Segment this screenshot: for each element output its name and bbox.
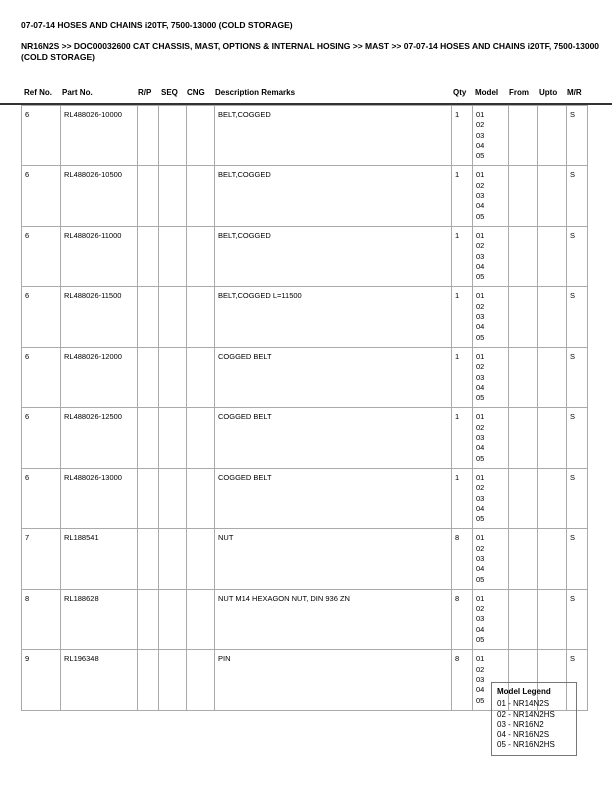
mr-cell: S bbox=[567, 529, 588, 589]
model-code: 04 bbox=[476, 503, 485, 513]
table-row bbox=[22, 106, 588, 166]
qty-cell: 1 bbox=[452, 287, 473, 347]
model-code: 02 bbox=[476, 422, 485, 432]
seq-cell bbox=[159, 529, 187, 589]
model-cell bbox=[473, 529, 509, 589]
seq-cell bbox=[159, 106, 187, 166]
model-code: 02 bbox=[476, 120, 485, 130]
col-qty: Qty bbox=[453, 88, 467, 97]
from-cell bbox=[509, 106, 538, 166]
model-code: 01 bbox=[476, 110, 485, 119]
model-cell bbox=[473, 589, 509, 649]
model-cell bbox=[473, 287, 509, 347]
part-cell: RL488026-12000 bbox=[61, 347, 138, 407]
model-code: 03 bbox=[476, 191, 485, 201]
mr-cell: S bbox=[567, 650, 588, 710]
legend-item: 02 - NR14N2HS bbox=[497, 709, 555, 719]
cng-cell bbox=[187, 347, 215, 407]
desc-cell: COGGED BELT bbox=[215, 347, 452, 407]
model-code: 04 bbox=[476, 443, 485, 453]
qty-cell: 1 bbox=[452, 347, 473, 407]
table-row bbox=[22, 408, 588, 468]
model-code: 01 bbox=[476, 351, 485, 361]
part-cell: RL488026-10000 bbox=[61, 106, 138, 166]
model-code: 04 bbox=[476, 322, 485, 332]
mr-cell: S bbox=[567, 468, 588, 528]
model-cell bbox=[473, 226, 509, 286]
ref-cell: 6 bbox=[22, 287, 61, 347]
model-cell bbox=[473, 347, 509, 407]
model-code: 03 bbox=[476, 553, 485, 563]
table-row bbox=[22, 529, 588, 589]
legend-item: 05 - NR16N2HS bbox=[497, 740, 555, 750]
model-code: 03 bbox=[476, 614, 485, 624]
legend-item: 03 - NR16N2 bbox=[497, 719, 544, 729]
model-code: 05 bbox=[476, 695, 485, 705]
table-row bbox=[22, 468, 588, 528]
model-code: 03 bbox=[476, 372, 485, 382]
table-row bbox=[22, 166, 588, 226]
part-cell: RL196348 bbox=[61, 650, 138, 710]
ref-cell: 7 bbox=[22, 529, 61, 589]
parts-table bbox=[21, 105, 588, 711]
from-cell bbox=[509, 468, 538, 528]
col-cng: CNG bbox=[187, 88, 205, 97]
mr-cell: S bbox=[567, 287, 588, 347]
seq-cell bbox=[159, 347, 187, 407]
cng-cell bbox=[187, 408, 215, 468]
model-code: 02 bbox=[476, 664, 485, 674]
desc-cell: BELT,COGGED L=11500 bbox=[215, 287, 452, 347]
model-cell bbox=[473, 408, 509, 468]
from-cell bbox=[509, 347, 538, 407]
upto-cell bbox=[538, 166, 567, 226]
cng-cell bbox=[187, 226, 215, 286]
part-cell: RL488026-11000 bbox=[61, 226, 138, 286]
qty-cell: 8 bbox=[452, 529, 473, 589]
seq-cell bbox=[159, 589, 187, 649]
upto-cell bbox=[538, 347, 567, 407]
ref-cell: 6 bbox=[22, 226, 61, 286]
qty-cell: 1 bbox=[452, 106, 473, 166]
qty-cell: 1 bbox=[452, 408, 473, 468]
model-code: 04 bbox=[476, 261, 485, 271]
rp-cell bbox=[138, 468, 159, 528]
model-code: 01 bbox=[476, 412, 485, 422]
rp-cell bbox=[138, 408, 159, 468]
qty-cell: 1 bbox=[452, 468, 473, 528]
cng-cell bbox=[187, 529, 215, 589]
table-row bbox=[22, 287, 588, 347]
ref-cell: 6 bbox=[22, 106, 61, 166]
rp-cell bbox=[138, 347, 159, 407]
col-rp: R/P bbox=[138, 88, 152, 97]
seq-cell bbox=[159, 226, 187, 286]
model-code: 02 bbox=[476, 180, 485, 190]
from-cell bbox=[509, 529, 538, 589]
col-upto: Upto bbox=[539, 88, 558, 97]
ref-cell: 6 bbox=[22, 408, 61, 468]
model-code: 04 bbox=[476, 624, 485, 634]
desc-cell: NUT M14 HEXAGON NUT, DIN 936 ZN bbox=[215, 589, 452, 649]
model-code: 02 bbox=[476, 241, 485, 251]
from-cell bbox=[509, 166, 538, 226]
cng-cell bbox=[187, 166, 215, 226]
rp-cell bbox=[138, 166, 159, 226]
rp-cell bbox=[138, 650, 159, 710]
mr-cell: S bbox=[567, 408, 588, 468]
from-cell bbox=[509, 589, 538, 649]
model-code: 02 bbox=[476, 301, 485, 311]
from-cell bbox=[509, 287, 538, 347]
model-code: 03 bbox=[476, 433, 485, 443]
model-code: 03 bbox=[476, 130, 485, 140]
model-code: 05 bbox=[476, 272, 485, 282]
upto-cell bbox=[538, 226, 567, 286]
cng-cell bbox=[187, 589, 215, 649]
desc-cell: COGGED BELT bbox=[215, 408, 452, 468]
legend-item: 01 - NR14N2S bbox=[497, 699, 550, 709]
model-code: 01 bbox=[476, 230, 485, 240]
model-code: 02 bbox=[476, 543, 485, 553]
model-cell bbox=[473, 166, 509, 226]
desc-cell: BELT,COGGED bbox=[215, 226, 452, 286]
seq-cell bbox=[159, 650, 187, 710]
legend-item: 04 - NR16N2S bbox=[497, 730, 550, 740]
seq-cell bbox=[159, 468, 187, 528]
seq-cell bbox=[159, 408, 187, 468]
page-title: 07-07-14 HOSES AND CHAINS i20TF, 7500-13000 (COLD STORAGE) bbox=[21, 20, 293, 30]
part-cell: RL488026-12500 bbox=[61, 408, 138, 468]
part-cell: RL488026-10500 bbox=[61, 166, 138, 226]
qty-cell: 1 bbox=[452, 166, 473, 226]
desc-cell: NUT bbox=[215, 529, 452, 589]
model-code: 01 bbox=[476, 593, 485, 603]
model-code: 05 bbox=[476, 574, 485, 584]
desc-cell: PIN bbox=[215, 650, 452, 710]
from-cell bbox=[509, 408, 538, 468]
mr-cell: S bbox=[567, 226, 588, 286]
rp-cell bbox=[138, 287, 159, 347]
model-code: 05 bbox=[476, 453, 485, 463]
part-cell: RL188628 bbox=[61, 589, 138, 649]
col-ref: Ref No. bbox=[24, 88, 52, 97]
cng-cell bbox=[187, 468, 215, 528]
seq-cell bbox=[159, 287, 187, 347]
upto-cell bbox=[538, 468, 567, 528]
col-from: From bbox=[509, 88, 529, 97]
qty-cell: 1 bbox=[452, 226, 473, 286]
model-code: 05 bbox=[476, 393, 485, 403]
model-legend bbox=[491, 682, 577, 756]
model-code: 01 bbox=[476, 291, 485, 301]
upto-cell bbox=[538, 589, 567, 649]
model-code: 04 bbox=[476, 140, 485, 150]
model-code: 05 bbox=[476, 514, 485, 524]
model-code: 04 bbox=[476, 201, 485, 211]
part-cell: RL188541 bbox=[61, 529, 138, 589]
model-code: 04 bbox=[476, 564, 485, 574]
upto-cell bbox=[538, 529, 567, 589]
model-code: 03 bbox=[476, 251, 485, 261]
cng-cell bbox=[187, 106, 215, 166]
model-code: 03 bbox=[476, 493, 485, 503]
model-code: 02 bbox=[476, 362, 485, 372]
table-row bbox=[22, 226, 588, 286]
ref-cell: 9 bbox=[22, 650, 61, 710]
col-model: Model bbox=[475, 88, 499, 97]
upto-cell bbox=[538, 408, 567, 468]
cng-cell bbox=[187, 287, 215, 347]
ref-cell: 6 bbox=[22, 347, 61, 407]
rp-cell bbox=[138, 529, 159, 589]
rp-cell bbox=[138, 589, 159, 649]
model-code: 01 bbox=[476, 472, 485, 482]
upto-cell bbox=[538, 106, 567, 166]
ref-cell: 6 bbox=[22, 468, 61, 528]
legend-title: Model Legend bbox=[497, 687, 551, 696]
col-part: Part No. bbox=[62, 88, 93, 97]
model-code: 03 bbox=[476, 312, 485, 322]
rp-cell bbox=[138, 226, 159, 286]
model-code: 05 bbox=[476, 635, 485, 645]
mr-cell: S bbox=[567, 166, 588, 226]
upto-cell bbox=[538, 287, 567, 347]
model-cell bbox=[473, 106, 509, 166]
mr-cell: S bbox=[567, 347, 588, 407]
table-row bbox=[22, 347, 588, 407]
model-code: 02 bbox=[476, 604, 485, 614]
model-code: 01 bbox=[476, 533, 485, 543]
model-code: 05 bbox=[476, 332, 485, 342]
qty-cell: 8 bbox=[452, 589, 473, 649]
model-code: 05 bbox=[476, 211, 485, 221]
model-code: 01 bbox=[476, 170, 485, 180]
part-cell: RL488026-11500 bbox=[61, 287, 138, 347]
desc-cell: BELT,COGGED bbox=[215, 106, 452, 166]
part-cell: RL488026-13000 bbox=[61, 468, 138, 528]
ref-cell: 6 bbox=[22, 166, 61, 226]
rp-cell bbox=[138, 106, 159, 166]
desc-cell: COGGED BELT bbox=[215, 468, 452, 528]
cng-cell bbox=[187, 650, 215, 710]
desc-cell: BELT,COGGED bbox=[215, 166, 452, 226]
from-cell bbox=[509, 226, 538, 286]
mr-cell: S bbox=[567, 589, 588, 649]
ref-cell: 8 bbox=[22, 589, 61, 649]
seq-cell bbox=[159, 166, 187, 226]
model-cell bbox=[473, 468, 509, 528]
col-desc: Description Remarks bbox=[215, 88, 296, 97]
col-seq: SEQ bbox=[161, 88, 178, 97]
table-row bbox=[22, 589, 588, 649]
breadcrumb: NR16N2S >> DOC00032600 CAT CHASSIS, MAST, OPTIONS & INTERNAL HOSING >> MAST >> 07-07-14 HOSES AND CHAINS i20TF, 7500-13000 (COLD STORAGE) bbox=[21, 41, 600, 62]
model-code: 02 bbox=[476, 483, 485, 493]
col-mr: M/R bbox=[567, 88, 582, 97]
qty-cell: 8 bbox=[452, 650, 473, 710]
model-code: 01 bbox=[476, 654, 485, 664]
mr-cell: S bbox=[567, 106, 588, 166]
model-code: 04 bbox=[476, 685, 485, 695]
model-code: 04 bbox=[476, 382, 485, 392]
model-code: 05 bbox=[476, 151, 485, 161]
model-code: 03 bbox=[476, 674, 485, 684]
